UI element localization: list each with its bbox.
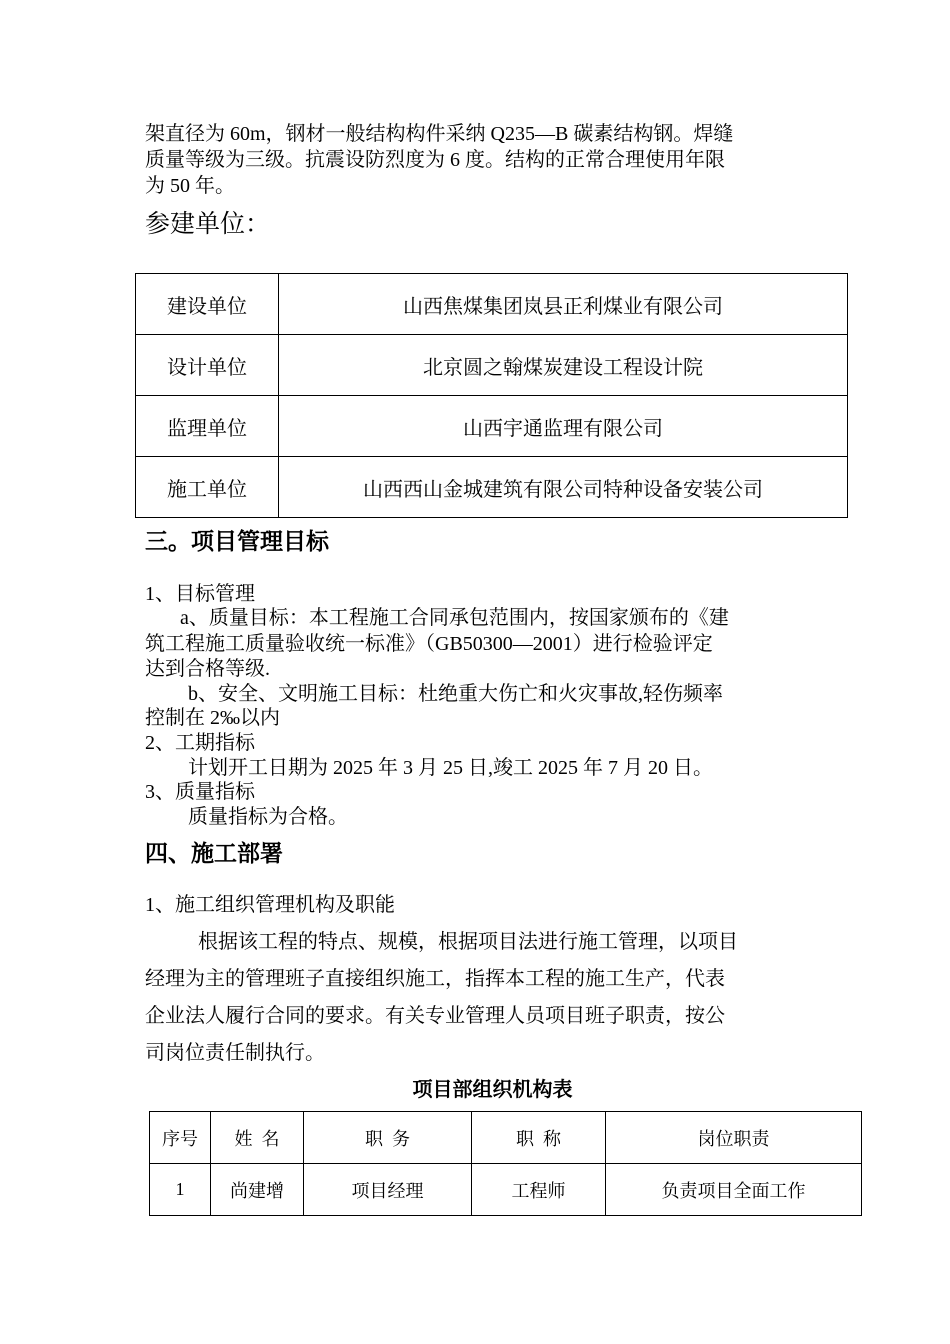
cell-duties: 负责项目全面工作 bbox=[606, 1164, 862, 1216]
org-structure-label: 1、施工组织管理机构及职能 bbox=[145, 894, 395, 916]
cell-title: 工程师 bbox=[472, 1164, 606, 1216]
table-row bbox=[136, 457, 848, 518]
company-cell: 山西西山金城建筑有限公司特种设备安装公司 bbox=[279, 457, 848, 518]
role-cell: 设计单位 bbox=[136, 335, 279, 396]
company-cell: 北京圆之翰煤炭建设工程设计院 bbox=[279, 335, 848, 396]
body-paragraph-line-4: 司岗位责任制执行。 bbox=[145, 1042, 325, 1064]
goal-management-label: 1、目标管理 bbox=[145, 583, 255, 605]
intro-line-2: 质量等级为三级。抗震设防烈度为 6 度。结构的正常合理使用年限 bbox=[145, 149, 725, 171]
quality-index-text: 质量指标为合格。 bbox=[188, 806, 348, 828]
table-row bbox=[150, 1164, 862, 1216]
role-cell: 施工单位 bbox=[136, 457, 279, 518]
intro-line-1: 架直径为 60m，钢材一般结构构件采纳 Q235—B 碳素结构钢。焊缝 bbox=[145, 123, 734, 145]
body-paragraph-line-3: 企业法人履行合同的要求。有关专业管理人员项目班子职责，按公 bbox=[145, 1005, 725, 1027]
header-cell-title: 职 称 bbox=[472, 1112, 606, 1164]
header-cell-name: 姓 名 bbox=[211, 1112, 304, 1164]
schedule-label: 2、工期指标 bbox=[145, 732, 255, 754]
company-cell: 山西宇通监理有限公司 bbox=[279, 396, 848, 457]
table-row bbox=[136, 396, 848, 457]
section-3-title: 三。项目管理目标 bbox=[145, 529, 329, 555]
table-caption: 项目部组织机构表 bbox=[412, 1077, 573, 1101]
header-cell-position: 职 务 bbox=[304, 1112, 472, 1164]
quality-goal-line-1: a、质量目标：本工程施工合同承包范围内，按国家颁布的《建 bbox=[180, 607, 729, 629]
table-header-row bbox=[150, 1112, 862, 1164]
quality-goal-line-3: 达到合格等级. bbox=[145, 658, 270, 680]
quality-goal-line-2: 筑工程施工质量验收统一标准》（GB50300—2001）进行检验评定 bbox=[145, 633, 713, 655]
body-paragraph-line-2: 经理为主的管理班子直接组织施工，指挥本工程的施工生产，代表 bbox=[145, 968, 725, 990]
safety-goal-line-1: b、安全、文明施工目标：杜绝重大伤亡和火灾事故,轻伤频率 bbox=[188, 683, 723, 705]
participants-heading: 参建单位： bbox=[145, 211, 271, 238]
company-cell: 山西焦煤集团岚县正利煤业有限公司 bbox=[279, 274, 848, 335]
body-paragraph-line-1: 根据该工程的特点、规模，根据项目法进行施工管理，以项目 bbox=[198, 931, 738, 953]
quality-index-label: 3、质量指标 bbox=[145, 781, 255, 803]
section-4-title: 四、施工部署 bbox=[145, 841, 283, 867]
cell-index: 1 bbox=[150, 1164, 211, 1216]
cell-position: 项目经理 bbox=[304, 1164, 472, 1216]
safety-goal-line-2: 控制在 2‰以内 bbox=[145, 707, 280, 729]
table-row bbox=[136, 274, 848, 335]
schedule-text: 计划开工日期为 2025 年 3 月 25 日,竣工 2025 年 7 月 20 日。 bbox=[188, 757, 713, 779]
role-cell: 监理单位 bbox=[136, 396, 279, 457]
header-cell-index: 序号 bbox=[150, 1112, 211, 1164]
cell-name: 尚建增 bbox=[211, 1164, 304, 1216]
participants-table bbox=[135, 273, 848, 518]
header-cell-duties: 岗位职责 bbox=[606, 1112, 862, 1164]
org-structure-table bbox=[149, 1111, 862, 1216]
role-cell: 建设单位 bbox=[136, 274, 279, 335]
table-row bbox=[136, 335, 848, 396]
intro-line-3: 为 50 年。 bbox=[145, 175, 235, 197]
